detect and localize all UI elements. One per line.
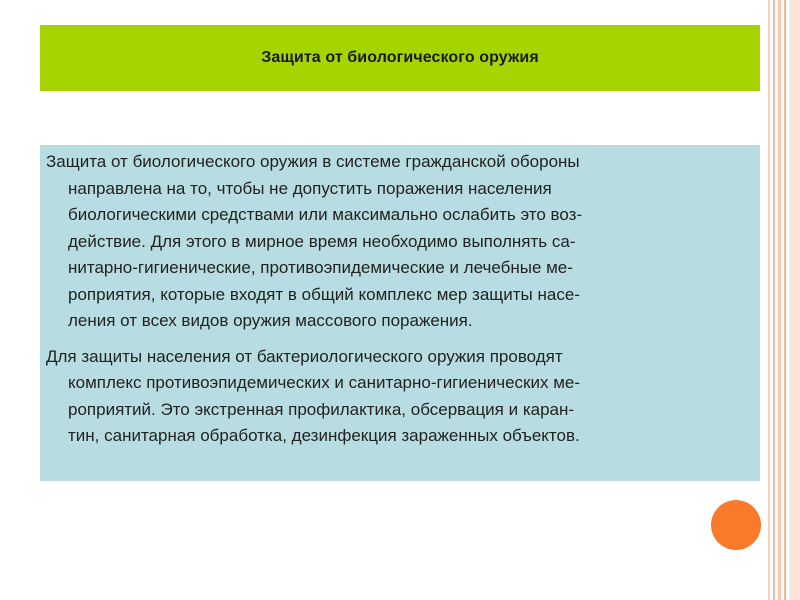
content-box — [40, 145, 760, 481]
paragraph-line: Для защиты населения от бактериологического оружия проводят — [46, 346, 563, 366]
border-stripe — [784, 0, 786, 600]
paragraph-line: действие. Для этого в мирное время необходимо выполнять са- — [68, 231, 576, 251]
slide-title: Защита от биологического оружия — [261, 49, 539, 66]
paragraph-line: роприятий. Это экстренная профилактика, обсервация и каран- — [68, 399, 575, 419]
border-stripe — [778, 0, 781, 600]
paragraph-line: направлена на то, чтобы не допустить поражения населения — [68, 178, 552, 198]
title-bar — [40, 25, 760, 91]
decorative-border — [768, 0, 800, 600]
paragraph-line: комплекс противоэпидемических и санитарно-гигиенических ме- — [68, 373, 580, 392]
paragraph-line: Защита от биологического оружия в системе гражданской обороны — [46, 152, 580, 171]
paragraph-line: биологическими средствами или максимально ослабить это воз- — [68, 205, 583, 224]
paragraph-line: ления от всех видов оружия массового поражения. — [68, 311, 473, 330]
border-stripe — [768, 0, 770, 600]
paragraph-line: нитарно-гигиенические, противоэпидемические и лечебные ме- — [68, 258, 573, 277]
border-stripe — [789, 0, 800, 600]
paragraph-line: тин, санитарная обработка, дезинфекция зараженных объектов. — [68, 426, 580, 445]
border-stripe — [773, 0, 775, 600]
paragraph-1 — [46, 149, 754, 335]
paragraph-line: роприятия, которые входят в общий комплекс мер защиты насе- — [68, 284, 580, 304]
paragraph-2 — [46, 344, 754, 450]
decorative-circle — [711, 500, 761, 550]
